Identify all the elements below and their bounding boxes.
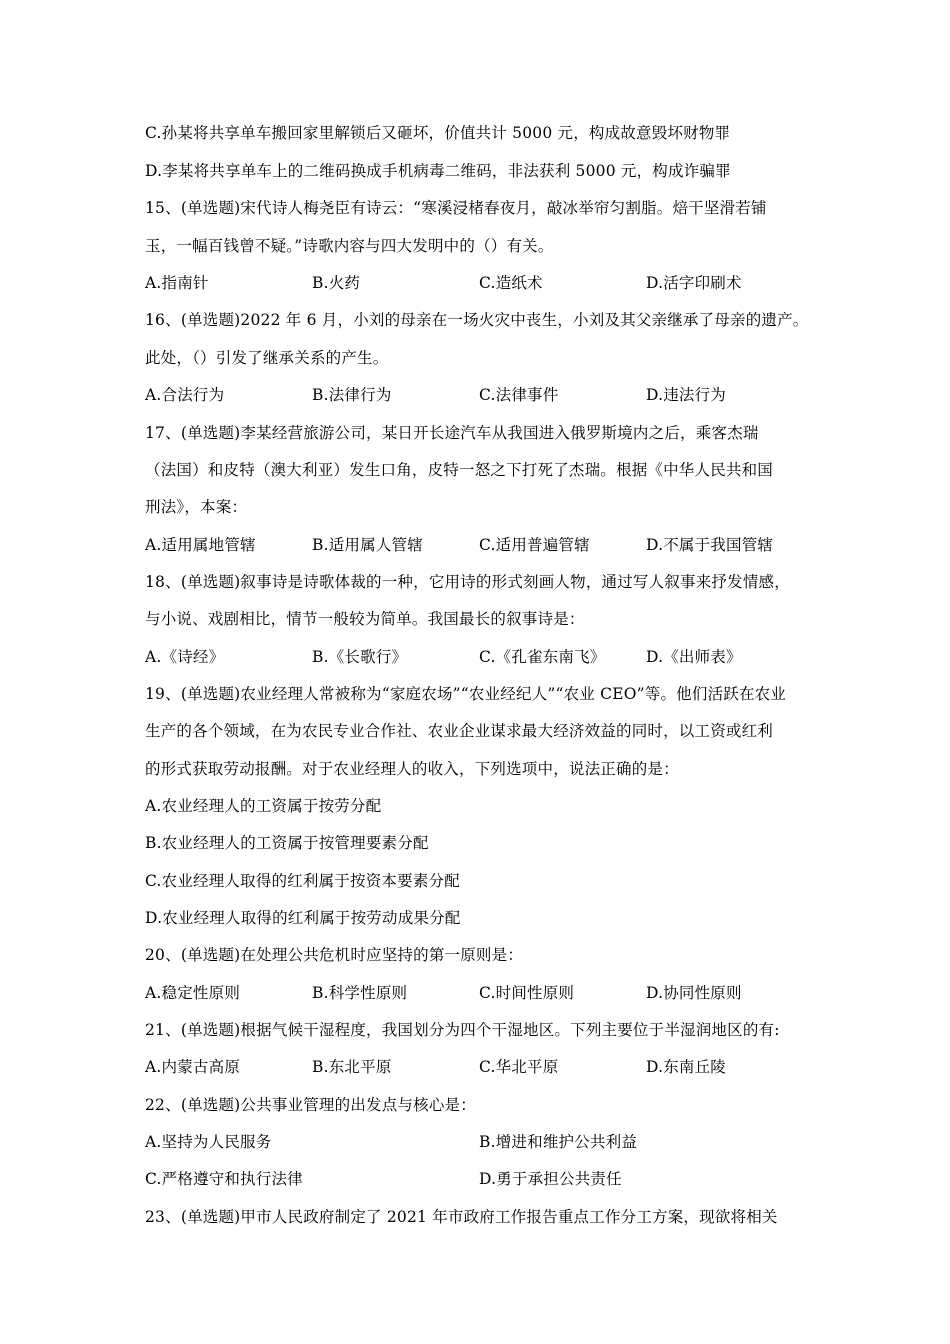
q19-option-c: C.农业经理人取得的红利属于按资本要素分配 [145, 872, 460, 890]
question-23-line-1: 23、(单选题)甲市人民政府制定了 2021 年市政府工作报告重点工作分工方案，现欲将相关 [145, 1208, 778, 1226]
q15-option-b: B.火药 [312, 274, 361, 292]
q17-option-a: A.适用属地管辖 [145, 536, 256, 554]
question-22-line-1: 22、(单选题)公共事业管理的出发点与核心是： [145, 1096, 476, 1114]
q22-option-a: A.坚持为人民服务 [145, 1133, 272, 1151]
q17-option-c: C.适用普遍管辖 [479, 536, 590, 554]
q16-option-a: A.合法行为 [145, 386, 225, 404]
question-15-line-2: 玉，一幅百钱曾不疑。”诗歌内容与四大发明中的（）有关。 [145, 237, 554, 255]
question-16-line-2: 此处，（）引发了继承关系的产生。 [145, 349, 389, 367]
question-16-line-1: 16、(单选题)2022 年 6 月，小刘的母亲在一场火灾中丧生，小刘及其父亲继承了母亲的遗产。 [145, 311, 809, 329]
q19-option-b: B.农业经理人的工资属于按管理要素分配 [145, 834, 429, 852]
question-17-line-2: （法国）和皮特（澳大利亚）发生口角，皮特一怒之下打死了杰瑞。根据《中华人民共和国 [145, 461, 774, 479]
question-17-line-3: 刑法》，本案： [145, 498, 248, 516]
q22-option-d: D.勇于承担公共责任 [479, 1170, 622, 1188]
q16-option-c: C.法律事件 [479, 386, 559, 404]
q20-option-b: B.科学性原则 [312, 984, 408, 1002]
q15-option-a: A.指南针 [145, 274, 209, 292]
question-17-line-1: 17、(单选题)李某经营旅游公司，某日开长途汽车从我国进入俄罗斯境内之后，乘客杰瑞 [145, 424, 759, 442]
q19-option-a: A.农业经理人的工资属于按劳分配 [145, 797, 382, 815]
q18-option-d: D.《出师表》 [646, 648, 742, 666]
question-18-line-1: 18、(单选题)叙事诗是诗歌体裁的一种，它用诗的形式刻画人物，通过写人叙事来抒发情感， [145, 573, 790, 591]
question-21-line-1: 21、(单选题)根据气候干湿程度，我国划分为四个干湿地区。下列主要位于半湿润地区的有: [145, 1021, 780, 1039]
option-c-text: C.孙某将共享单车搬回家里解锁后又砸坏，价值共计 5000 元，构成故意毁坏财物罪 [145, 124, 731, 142]
q19-option-d: D.农业经理人取得的红利属于按劳动成果分配 [145, 909, 461, 927]
q16-option-d: D.违法行为 [646, 386, 727, 404]
q21-option-a: A.内蒙古高原 [145, 1058, 241, 1076]
question-19-line-1: 19、(单选题)农业经理人常被称为“家庭农场”“农业经纪人”“农业 CEO”等。他们活跃在农业 [145, 685, 787, 703]
q18-option-a: A.《诗经》 [145, 648, 225, 666]
q22-option-b: B.增进和维护公共利益 [479, 1133, 638, 1151]
question-20-line-1: 20、(单选题)在处理公共危机时应坚持的第一原则是： [145, 946, 524, 964]
q21-option-d: D.东南丘陵 [646, 1058, 727, 1076]
q22-option-c: C.严格遵守和执行法律 [145, 1170, 303, 1188]
q21-option-b: B.东北平原 [312, 1058, 392, 1076]
question-15-line-1: 15、(单选题)宋代诗人梅尧臣有诗云：“寒溪浸楮春夜月，敲冰举帘匀割脂。焙干坚滑若铺 [145, 199, 767, 217]
q16-option-b: B.法律行为 [312, 386, 392, 404]
q20-option-c: C.时间性原则 [479, 984, 575, 1002]
question-18-line-2: 与小说、戏剧相比，情节一般较为简单。我国最长的叙事诗是： [145, 610, 585, 628]
q15-option-d: D.活字印刷术 [646, 274, 742, 292]
q15-option-c: C.造纸术 [479, 274, 543, 292]
q18-option-b: B.《长歌行》 [312, 648, 408, 666]
q20-option-a: A.稳定性原则 [145, 984, 241, 1002]
question-19-line-2: 生产的各个领域，在为农民专业合作社、农业企业谋求最大经济效益的同时，以工资或红利 [145, 722, 774, 740]
q17-option-d: D.不属于我国管辖 [646, 536, 774, 554]
q20-option-d: D.协同性原则 [646, 984, 742, 1002]
q18-option-c: C.《孔雀东南飞》 [479, 648, 606, 666]
question-19-line-3: 的形式获取劳动报酬。对于农业经理人的收入，下列选项中，说法正确的是： [145, 760, 679, 778]
q21-option-c: C.华北平原 [479, 1058, 559, 1076]
option-d-text: D.李某将共享单车上的二维码换成手机病毒二维码，非法获利 5000 元，构成诈骗罪 [145, 162, 731, 180]
q17-option-b: B.适用属人管辖 [312, 536, 423, 554]
